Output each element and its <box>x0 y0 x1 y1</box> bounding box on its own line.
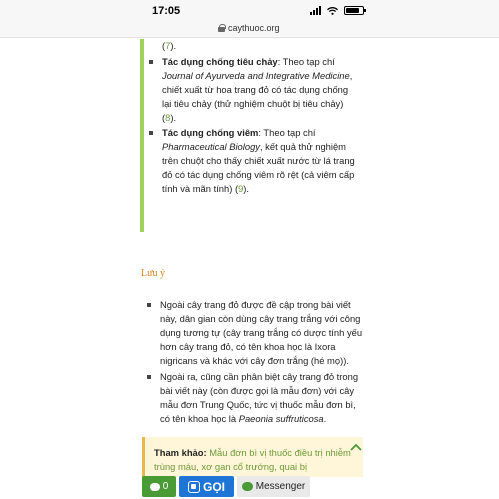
messenger-button[interactable] <box>237 476 310 497</box>
messenger-label: Messenger <box>255 481 306 492</box>
status-time: 17:05 <box>152 5 181 17</box>
article-content <box>0 39 499 499</box>
call-label: GỌI <box>202 479 225 494</box>
status-bar <box>0 0 499 22</box>
bullet-icon <box>147 375 151 379</box>
notes-list <box>146 298 366 427</box>
reference-article-link[interactable]: Mẫu đơn bì vị thuốc điều trị nhiễm trùng máu, xơ gan cổ trướng, quai bị <box>154 447 351 472</box>
effect-title: Tác dụng chống tiêu chảy <box>162 56 278 67</box>
lock-icon <box>218 24 225 32</box>
url-display[interactable] <box>218 23 280 33</box>
bullet-icon <box>147 303 151 307</box>
list-item: Tác dụng chống viêm: Theo tạp chí Pharmaceutical Biology, kết quả thử nghiệm trên chuột cho thấy chiết xuất nước từ lá trang đỏ có tác dụng chống viêm rõ rệt (cả viêm cấp tính và mãn tính) (9). <box>148 126 360 196</box>
reference-link[interactable]: 9 <box>238 183 244 194</box>
list-item: (7). <box>162 40 177 51</box>
bottom-action-bar <box>142 474 363 499</box>
messenger-icon <box>242 482 253 491</box>
effects-list <box>148 39 360 197</box>
bullet-icon <box>149 60 153 64</box>
journal-name: Journal of Ayurveda and Integrative Medicine <box>162 70 350 81</box>
reference-label: Tham khảo: <box>154 447 207 458</box>
call-button[interactable] <box>179 476 234 497</box>
status-icons <box>310 6 364 15</box>
comment-button[interactable] <box>142 476 176 497</box>
chevron-up-icon[interactable] <box>350 442 362 452</box>
reference-link[interactable]: 7 <box>165 40 171 51</box>
battery-fill <box>346 8 359 13</box>
reference-box <box>142 437 363 477</box>
list-item: Ngoài cây trang đỏ được đề cập trong bài viết này, dân gian còn dùng cây trang trắng với công dụng tương tự (cây trang trắng có dược tính yếu hơn cây trang đỏ, có tên khoa học là Ixora nigricans và khác với cây đơn trắng (hé mọ)). <box>146 298 366 368</box>
battery-icon <box>344 6 364 15</box>
note-heading: Lưu ý <box>141 268 166 279</box>
phone-icon <box>188 481 200 493</box>
reference-text <box>154 446 359 474</box>
comment-icon <box>150 483 160 491</box>
list-item: Tác dụng chống tiêu chảy: Theo tạp chí Journal of Ayurveda and Integrative Medicine, chiết xuất từ hoa trang đỏ có tác dụng chống lại tiêu chảy (thử nghiệm chuột bị tiêu chảy) (8). <box>148 55 360 125</box>
list-item: Ngoài ra, cũng cần phân biệt cây trang đỏ trong bài viết này (còn được gọi là mẫu đơn) với cây mẫu đơn Trung Quốc, tức vị thuốc mẫu đơn bì, có tên khoa học là Paeonia suffruticosa. <box>146 370 366 426</box>
reference-link[interactable]: 8 <box>165 112 171 123</box>
effect-title: Tác dụng chống viêm <box>162 127 259 138</box>
species-name: Paeonia suffruticosa <box>238 413 324 424</box>
url-domain: caythuoc.org <box>228 23 280 33</box>
wifi-icon <box>327 7 338 15</box>
signal-icon <box>310 6 321 15</box>
bullet-icon <box>149 131 153 135</box>
url-bar[interactable] <box>0 22 499 38</box>
comment-count: 0 <box>162 481 169 492</box>
journal-name: Pharmaceutical Biology <box>162 141 260 152</box>
